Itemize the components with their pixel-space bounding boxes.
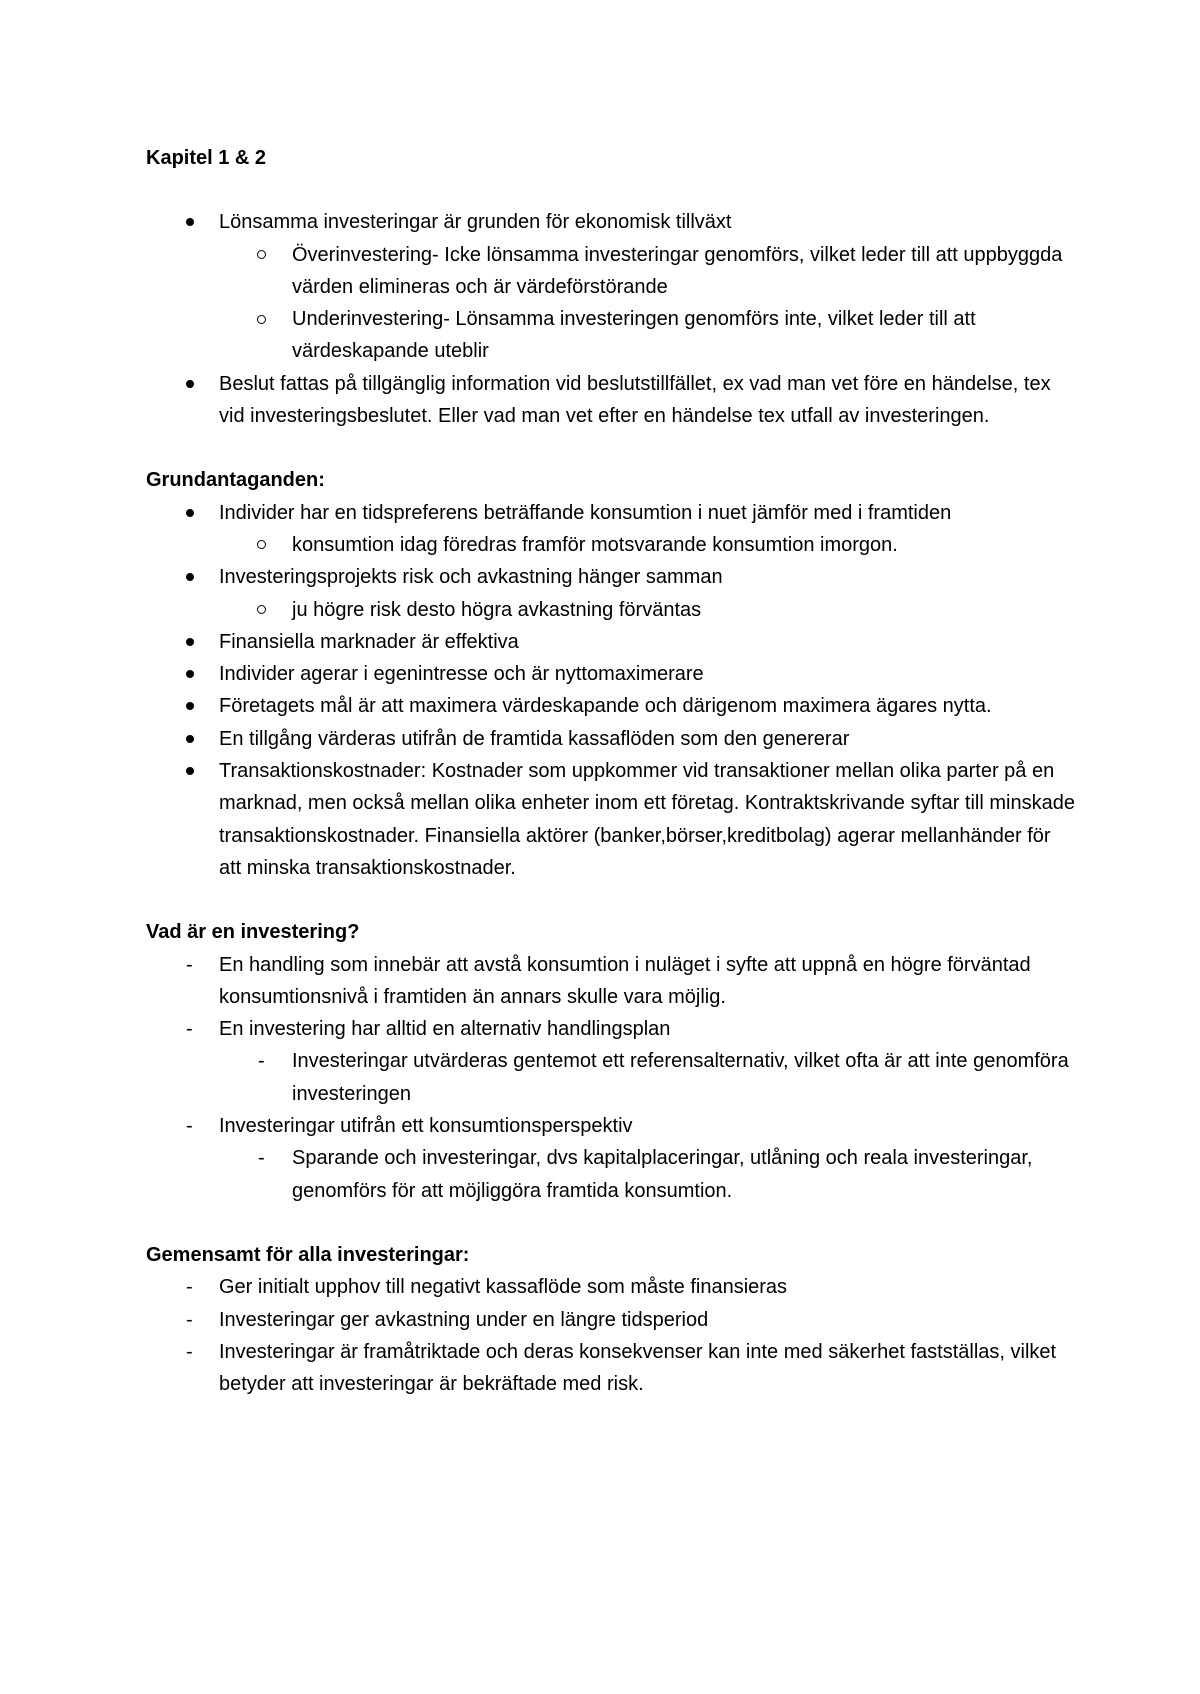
list-item-text: En investering har alltid en alternativ handlingsplan (219, 1018, 671, 1041)
list-item (146, 626, 1076, 658)
bullet-circle-icon (257, 605, 266, 614)
sub-list-item-text: Investeringar utvärderas gentemot ett referensalternativ, vilket ofta är att inte genomföra investeringen (292, 1050, 1069, 1105)
bullet-dash-icon: - (186, 1308, 193, 1331)
list-item (146, 1304, 1076, 1336)
bullet-dash-icon: - (186, 1276, 193, 1299)
list-item-text: Individer agerar i egenintresse och är nyttomaximerare (219, 663, 704, 686)
spacer (146, 432, 1076, 464)
list-item (146, 755, 1076, 884)
list-item-text: En tillgång värderas utifrån de framtida kassaflöden som den genererar (219, 727, 850, 750)
spacer (146, 884, 1076, 916)
bullet-dot-icon (186, 638, 194, 646)
list-item-text: Finansiella marknader är effektiva (219, 630, 519, 653)
section-heading: Gemensamt för alla investeringar: (146, 1243, 470, 1266)
list-item-text: Transaktionskostnader: Kostnader som uppkommer vid transaktioner mellan olika parter på en marknad, men också mellan olika enheter inom ett företag. Kontraktskrivande syftar till minskade transaktionskostnader. Finansiella aktörer (banker,börser,kreditbolag) agerar mellanhänder för att minska transaktionskostnader. (219, 760, 1075, 879)
list-item (146, 206, 1076, 238)
sub-list-item-text: Sparande och investeringar, dvs kapitalplaceringar, utlåning och reala investeringar, genomförs för att möjliggöra framtida konsumtion. (292, 1147, 1033, 1202)
section-heading: Grundantaganden: (146, 469, 325, 492)
bullet-circle-icon (257, 250, 266, 259)
sub-list-item (146, 529, 1076, 561)
section-heading: Vad är en investering? (146, 921, 360, 944)
bullet-dot-icon (186, 573, 194, 581)
bullet-dot-icon (186, 702, 194, 710)
list-item (146, 1271, 1076, 1303)
list-item-text: Beslut fattas på tillgänglig information vid beslutstillfället, ex vad man vet före en händelse, tex vid investeringsbeslutet. Eller vad man vet efter en händelse tex utfall av investeringen. (219, 372, 1051, 428)
section3-list (146, 949, 1076, 1207)
bullet-dash-icon: - (258, 1050, 265, 1073)
bullet-dot-icon (186, 670, 194, 678)
section4-list (146, 1271, 1076, 1400)
sub-list-item (146, 303, 1076, 368)
list-item (146, 658, 1076, 690)
bullet-circle-icon (257, 540, 266, 549)
sub-list-item-text: ju högre risk desto högra avkastning förväntas (292, 598, 702, 621)
section2-list (146, 497, 1076, 885)
list-item-text: Individer har en tidspreferens beträffande konsumtion i nuet jämför med i framtiden (219, 501, 952, 524)
bullet-dash-icon: - (186, 1340, 193, 1363)
bullet-dot-icon (186, 380, 194, 388)
list-item-text: Investeringar ger avkastning under en längre tidsperiod (219, 1308, 709, 1331)
bullet-circle-icon (257, 315, 266, 324)
bullet-dash-icon: - (258, 1147, 265, 1170)
sub-list-item (146, 1142, 1076, 1207)
spacer (146, 174, 1076, 206)
sub-list-item (146, 1045, 1076, 1110)
list-item-text: Investeringsprojekts risk och avkastning hänger samman (219, 566, 723, 589)
list-item (146, 949, 1076, 1014)
list-item-text: Lönsamma investeringar är grunden för ekonomisk tillväxt (219, 211, 732, 234)
sub-list-item-text: Överinvestering- Icke lönsamma investeringar genomförs, vilket leder till att uppbyggda värden elimineras och är värdeförstörande (292, 243, 1063, 298)
bullet-dot-icon (186, 218, 194, 226)
list-item-text: Ger initialt upphov till negativt kassaflöde som måste finansieras (219, 1276, 788, 1299)
list-item (146, 690, 1076, 722)
bullet-dash-icon: - (186, 953, 193, 976)
bullet-dot-icon (186, 735, 194, 743)
list-item (146, 561, 1076, 593)
list-item (146, 723, 1076, 755)
bullet-dash-icon: - (186, 1115, 193, 1138)
list-item-text: Företagets mål är att maximera värdeskapande och därigenom maximera ägares nytta. (219, 695, 992, 718)
list-item-text: Investeringar är framåtriktade och deras konsekvenser kan inte med säkerhet fastställas, vilket betyder att investeringar är bekräftade med risk. (219, 1340, 1057, 1396)
page-title: Kapitel 1 & 2 (146, 147, 267, 169)
list-item-text: En handling som innebär att avstå konsumtion i nuläget i syfte att uppnå en högre förväntad konsumtionsnivå i framtiden än annars skulle vara möjlig. (219, 953, 1031, 1008)
sub-list-item-text: konsumtion idag föredras framför motsvarande konsumtion imorgon. (292, 533, 898, 556)
list-item (146, 1110, 1076, 1142)
sub-list-item-text: Underinvestering- Lönsamma investeringen genomförs inte, vilket leder till att värdeskapande uteblir (292, 308, 976, 363)
bullet-dot-icon (186, 509, 194, 517)
list-item (146, 497, 1076, 529)
section1-list (146, 206, 1076, 432)
list-item (146, 1336, 1076, 1401)
list-item-text: Investeringar utifrån ett konsumtionsperspektiv (219, 1115, 633, 1138)
sub-list-item (146, 239, 1076, 304)
list-item (146, 368, 1076, 433)
bullet-dash-icon: - (186, 1018, 193, 1041)
spacer (146, 1207, 1076, 1239)
sub-list-item (146, 594, 1076, 626)
document-content (146, 142, 1076, 1400)
bullet-dot-icon (186, 767, 194, 775)
list-item (146, 1013, 1076, 1045)
